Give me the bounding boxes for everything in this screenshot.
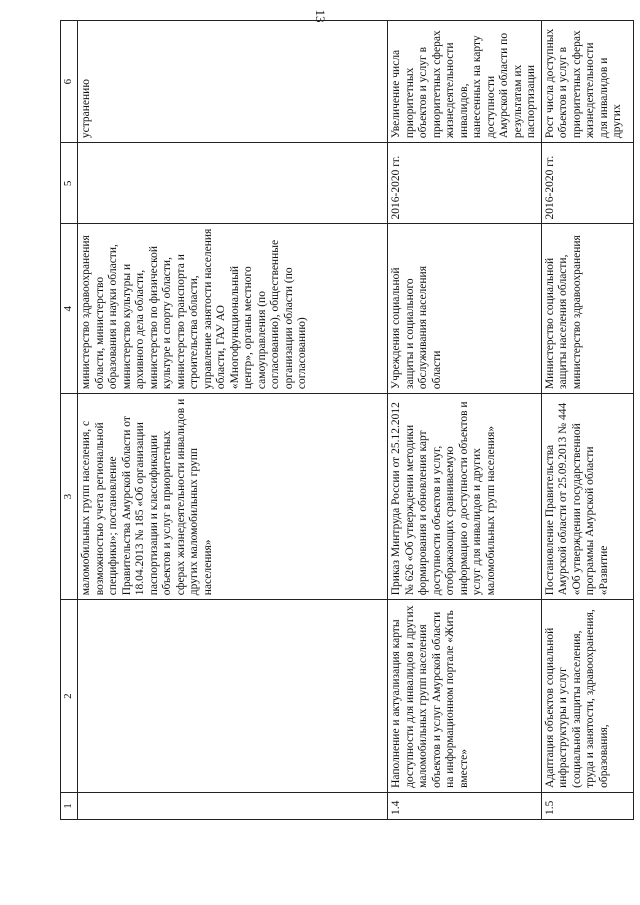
period [78, 143, 388, 224]
measure-name: Адаптация объектов социальной инфраструктуры и услуг (социальной защиты населения, труда и занятости, здравоохранения, образования, [541, 600, 633, 793]
column-header-3: 3 [61, 394, 78, 600]
legal-document: маломобильных групп населения, с возможностью учета региональной специфики»; постановление Правительства Амурской области от 18.04.2013 № 185 «Об организации паспортизации и классификации объектов и услуг в приоритетных сферах жизнедеятельности инвалидов и других маломобильных групп населения» [78, 394, 388, 600]
column-header-4: 4 [61, 224, 78, 394]
period: 2016-2020 гг. [388, 143, 542, 224]
measures-table [60, 20, 634, 820]
executors: Учреждения социальной защиты и социального обслуживания населения области [388, 224, 542, 394]
expected-result: Рост числа доступных объектов и услуг в приоритетных сферах жизнедеятельности для инвалидов и других [541, 21, 633, 143]
column-header-2: 2 [61, 600, 78, 793]
column-header-1: 1 [61, 792, 78, 819]
expected-result: Увеличение числа приоритетных объектов и услуг в приоритетных сферах жизнедеятельности инвалидов, нанесенных на карту доступности Амурской области по результатам их паспортизации [388, 21, 542, 143]
table-row [541, 21, 633, 820]
expected-result: устранению [78, 21, 388, 143]
row-number: 1.5 [541, 792, 633, 819]
table-header-row [61, 21, 78, 820]
row-number: 1.4 [388, 792, 542, 819]
column-header-5: 5 [61, 143, 78, 224]
table-row [78, 21, 388, 820]
legal-document: Приказ Минтруда России от 25.12.2012 № 626 «Об утверждении методики формирования и обновления карт доступности объектов и услуг, отображающих сравниваемую информацию о доступности объектов и услуг для инвалидов и других маломобильных групп населения» [388, 394, 542, 600]
executors: Министерство социальной защиты населения области, министерство здравоохранения [541, 224, 633, 394]
page-number: 13 [313, 9, 328, 23]
rotated-table-container [60, 20, 623, 820]
measure-name [78, 600, 388, 793]
measure-name: Наполнение и актуализация карты доступности для инвалидов и других маломобильных групп населения объектов и услуг Амурской области на информационном портале «Жить вместе» [388, 600, 542, 793]
row-number [78, 792, 388, 819]
legal-document: Постановление Правительства Амурской области от 25.09.2013 № 444 «Об утверждении государственной программы Амурской области «Развитие [541, 394, 633, 600]
column-header-6: 6 [61, 21, 78, 143]
period: 2016-2020 гг. [541, 143, 633, 224]
executors: министерство здравоохранения области, министерство образования и науки области, министерство культуры и архивного дела области, министерство по физической культуре и спорту области, министерство транспорта и строительства области, управление занятости населения области, ГАУ АО «Многофункциональный центр», органы местного самоуправления (по согласованию), общественные организации области (по согласованию) [78, 224, 388, 394]
table-row [388, 21, 542, 820]
